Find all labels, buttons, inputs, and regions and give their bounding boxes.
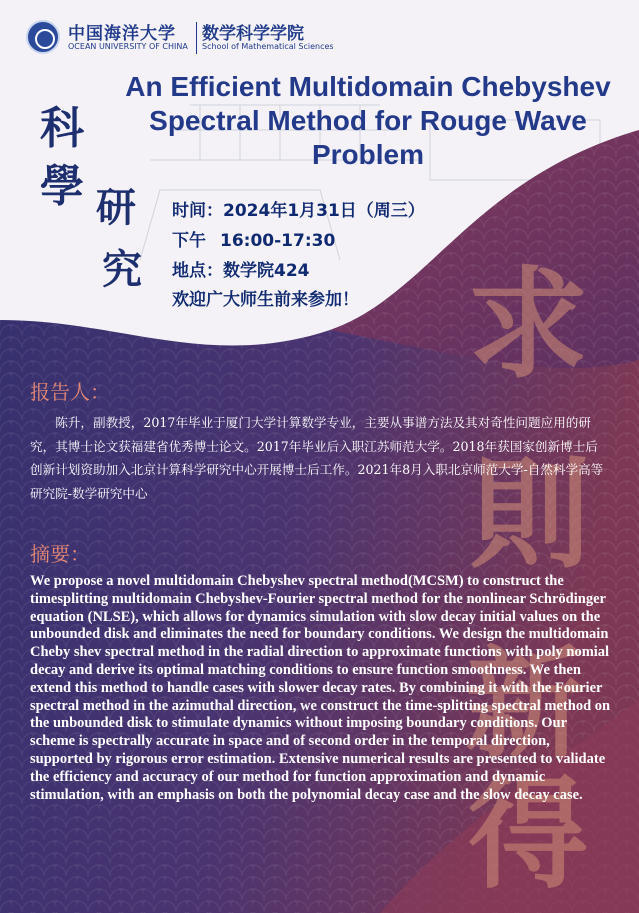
talk-place: 地点：数学院424 (172, 261, 310, 281)
brush-char-3: 新 (465, 634, 585, 775)
welcome-text: 欢迎广大师生前来参加！ (172, 290, 359, 310)
abstract-heading: 摘要： (30, 542, 90, 566)
brush-char-2: 則 (470, 444, 590, 585)
calligraphy-char-2: 學 (40, 161, 84, 212)
university-seal-icon (26, 20, 60, 54)
speaker-bio: 陈升，副教授，2017年毕业于厦门大学计算数学专业，主要从事谱方法及其对奇性问题应用的研究，其博士论文获福建省优秀博士论文。2017年毕业后入职江苏师范大学。2018年获国家创新博士后创新计划资助加入北京计算科学研究中心开展博士后工作。2021年8月入职北京师范大学-自然科学高等研究院-数学研究中心 (30, 415, 604, 501)
talk-hours-line (172, 226, 335, 251)
logo-divider (196, 22, 197, 54)
talk-period: 下午 (172, 231, 206, 251)
brush-char-1: 求 (468, 254, 588, 395)
talk-title: An Efficient Multidomain Chebyshev Spectral Method for Rouge Wave Problem (125, 71, 611, 170)
abstract-text: We propose a novel multidomain Chebyshev spectral method(MCSM) to construct the timesplitting multidomain Chebyshev-Fourier spectral method for the nonlinear Schrödinger equation (NLSE), which allows for dynamics simulation with slow decay initial values on the unbounded disk and eliminates the need for boundary conditions. We design the multidomain Cheby shev spectral method in the radial direction to approximate functions with poly nomial decay and derive its optimal matching conditions to ensure function smoothness. We then extend this method to handle cases with slower decay rates. By combining it with the Fourier spectral method in the azimuthal direction, we construct the time-splitting spectral method on the unbounded disk to stimulate dynamics without imposing boundary conditions. Our scheme is spectrally accurate in space and of second order in the temporal direction, supported by rigorous error estimation. Extensive numerical results are presented to validate the efficiency and accuracy of our method for function approximation and dynamic stimulation, with an emphasis on both the polynomial decay case and the slow decay case. (30, 573, 611, 803)
talk-hours: 16:00-17:30 (220, 231, 336, 251)
university-name-cn: 中国海洋大学 (68, 24, 176, 44)
calligraphy-char-3: 研 (96, 184, 136, 231)
calligraphy-char-1: 科 (40, 103, 84, 154)
calligraphy-char-4: 究 (102, 246, 142, 293)
talk-time: 时间：2024年1月31日（周三） (172, 201, 425, 221)
school-name-cn: 数学科学学院 (202, 24, 304, 44)
university-name-en: OCEAN UNIVERSITY OF CHINA (68, 42, 188, 51)
school-name-en: School of Mathematical Sciences (202, 42, 334, 51)
speaker-heading: 报告人： (30, 380, 110, 404)
brush-char-4: 得 (468, 764, 588, 905)
logo-header (26, 18, 334, 58)
